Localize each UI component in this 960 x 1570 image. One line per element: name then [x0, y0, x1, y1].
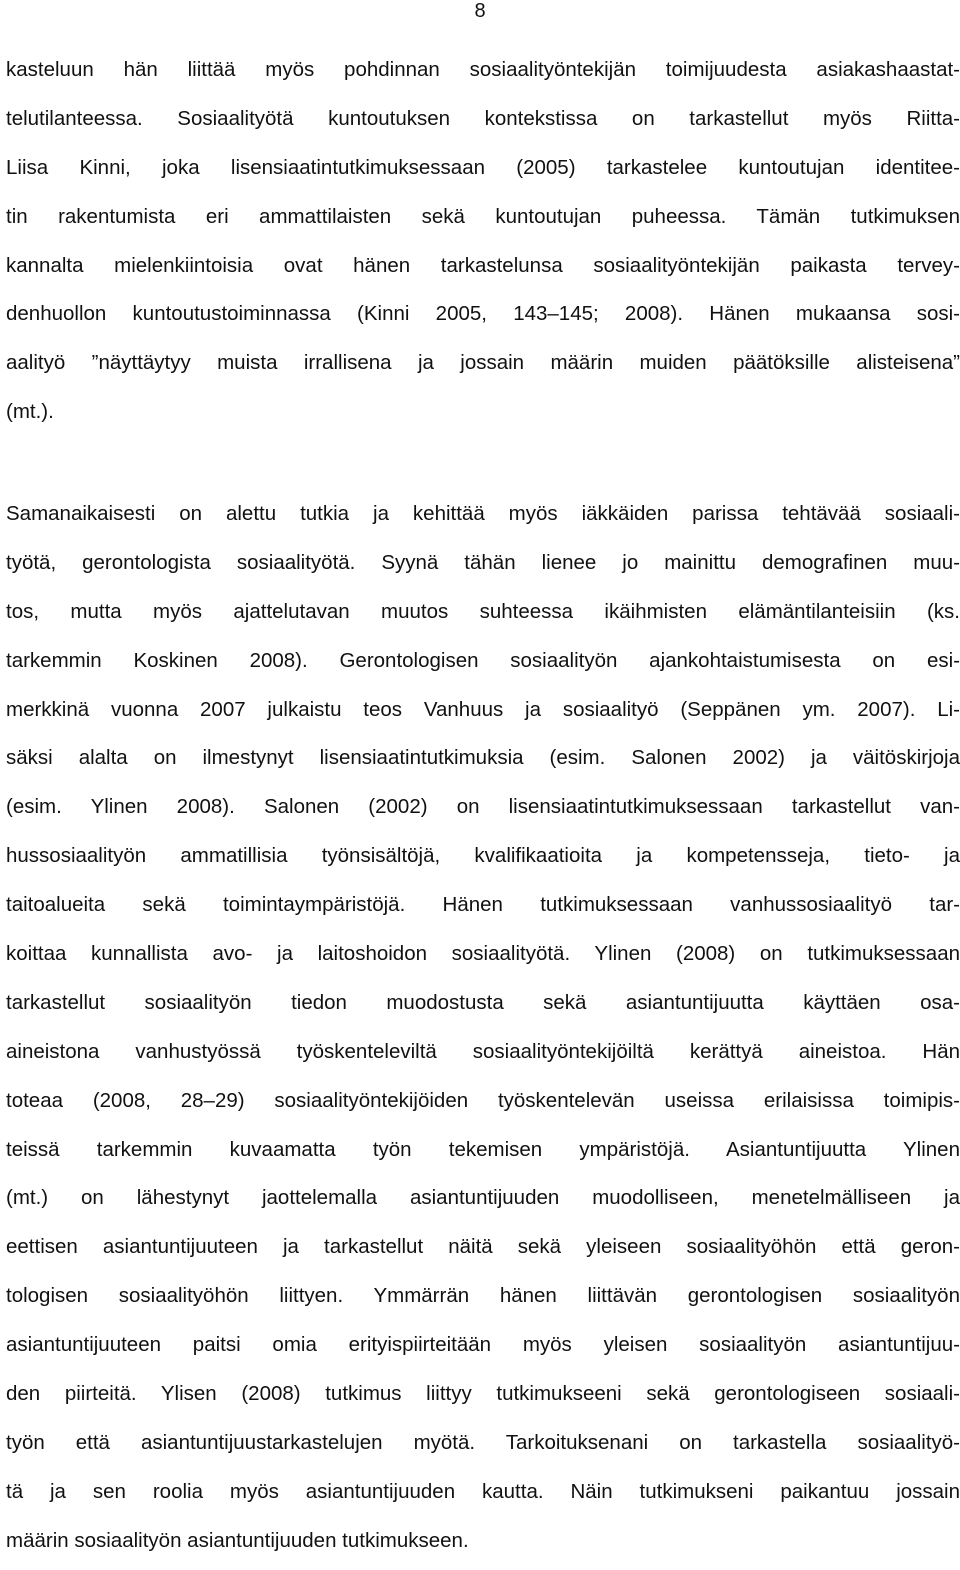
text-line: työn että asiantuntijuustarkastelujen myötä. Tarkoituksenani on tarkastella sosiaalityö-: [6, 1430, 960, 1454]
text-line: aineistona vanhustyössä työskenteleviltä sosiaalityöntekijöiltä kerättyä aineistoa. Hän: [6, 1039, 960, 1063]
text-line: taitoalueita sekä toimintaympäristöjä. Hänen tutkimuksessaan vanhussosiaalityö tar-: [6, 893, 960, 917]
text-line: tin rakentumista eri ammattilaisten sekä kuntoutujan puheessa. Tämän tutkimuksen: [6, 204, 960, 228]
text-line: kasteluun hän liittää myös pohdinnan sosiaalityöntekijän toimijuudesta asiakashaastat-: [6, 58, 960, 81]
paragraph-2: [6, 490, 960, 1566]
text-line: telutilanteessa. Sosiaalityötä kuntoutuksen kontekstissa on tarkastellut myös Riitta-: [6, 106, 960, 130]
text-line: tarkemmin Koskinen 2008). Gerontologisen sosiaalityön ajankohtaistumisesta on esi-: [6, 648, 960, 672]
text-line: denhuollon kuntoutustoiminnassa (Kinni 2005, 143–145; 2008). Hänen mukaansa sosi-: [6, 302, 960, 326]
text-line: määrin sosiaalityön asiantuntijuuden tutkimukseen.: [6, 1528, 469, 1552]
text-line: tarkastellut sosiaalityön tiedon muodostusta sekä asiantuntijuutta käyttäen osa-: [6, 990, 960, 1014]
text-line: tä ja sen roolia myös asiantuntijuuden kautta. Näin tutkimukseni paikantuu jossain: [6, 1479, 960, 1503]
text-line: säksi alalta on ilmestynyt lisensiaatintutkimuksia (esim. Salonen 2002) ja väitöskirjoja: [6, 746, 960, 770]
text-line: hussosiaalityön ammatillisia työnsisältöjä, kvalifikaatioita ja kompetensseja, tieto- ja: [6, 844, 960, 868]
text-line: toteaa (2008, 28–29) sosiaalityöntekijöiden työskentelevän useissa erilaisissa toimipis-: [6, 1088, 960, 1112]
text-line: (mt.).: [6, 400, 54, 424]
page-number: 8: [474, 0, 486, 22]
text-line: (esim. Ylinen 2008). Salonen (2002) on lisensiaatintutkimuksessaan tarkastellut van-: [6, 795, 960, 819]
text-line: teissä tarkemmin kuvaamatta työn tekemisen ympäristöjä. Asiantuntijuutta Ylinen: [6, 1137, 960, 1161]
text-line: kannalta mielenkiintoisia ovat hänen tarkastelunsa sosiaalityöntekijän paikasta tervey-: [6, 253, 960, 277]
text-line: Liisa Kinni, joka lisensiaatintutkimuksessaan (2005) tarkastelee kuntoutujan identitee-: [6, 155, 960, 179]
text-line: aalityö ”näyttäytyy muista irrallisena ja jossain määrin muiden päätöksille alisteisena”: [6, 351, 960, 375]
text-line: merkkinä vuonna 2007 julkaistu teos Vanhuus ja sosiaalityö (Seppänen ym. 2007). Li-: [6, 697, 960, 721]
paragraph-1: [6, 46, 960, 437]
text-line: (mt.) on lähestynyt jaottelemalla asiantuntijuuden muodolliseen, menetelmälliseen ja: [6, 1186, 960, 1210]
text-line: koittaa kunnallista avo- ja laitoshoidon sosiaalityötä. Ylinen (2008) on tutkimuksessaan: [6, 942, 960, 966]
text-line: tos, mutta myös ajattelutavan muutos suhteessa ikäihmisten elämäntilanteisiin (ks.: [6, 599, 960, 623]
text-line: työtä, gerontologista sosiaalityötä. Syynä tähän lienee jo mainittu demografinen muu-: [6, 550, 960, 574]
text-line: Samanaikaisesti on alettu tutkia ja kehittää myös iäkkäiden parissa tehtävää sosiaali-: [6, 502, 960, 525]
text-line: eettisen asiantuntijuuteen ja tarkastellut näitä sekä yleiseen sosiaalityöhön että geron-: [6, 1235, 960, 1259]
text-line: den piirteitä. Ylisen (2008) tutkimus liittyy tutkimukseeni sekä gerontologiseen sosiaali-: [6, 1382, 960, 1406]
text-line: asiantuntijuuteen paitsi omia erityispiirteitään myös yleisen sosiaalityön asiantuntijuu-: [6, 1333, 960, 1357]
text-line: tologisen sosiaalityöhön liittyen. Ymmärrän hänen liittävän gerontologisen sosiaalityön: [6, 1284, 960, 1308]
